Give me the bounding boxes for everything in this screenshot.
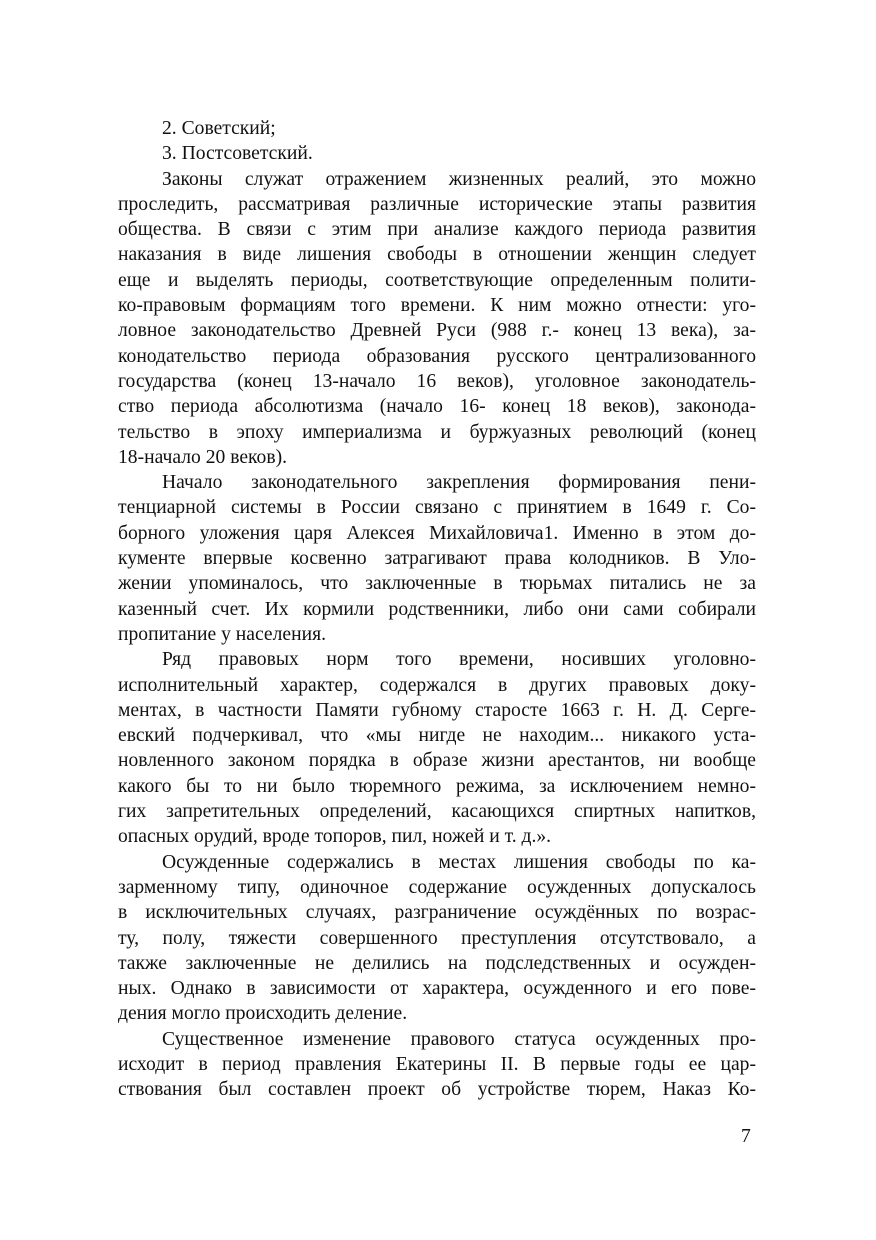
paragraph-line: Законы служат отражением жизненных реалий, это можно — [162, 168, 756, 190]
paragraph-line: борного уложения царя Алексея Михайловича1. Именно в этом до- — [118, 522, 756, 544]
paragraph-laws-reflection — [118, 167, 756, 471]
paragraph-line: ствования был составлен проект об устройстве тюрем, Наказ Ко- — [118, 1079, 756, 1101]
paragraph-line: пропитание у населения. — [118, 623, 326, 645]
page-number: 7 — [741, 1126, 751, 1147]
paragraph-line: ко-правовым формациям того времени. К ним можно отнести: уго- — [118, 295, 756, 317]
paragraph-line: кументе впервые косвенно затрагивают права колодников. В Уло- — [118, 548, 756, 570]
paragraph-line: евский подчеркивал, что «мы нигде не находим... никакого уста- — [118, 725, 756, 747]
paragraph-line: ментах, в частности Памяти губному старосте 1663 г. Н. Д. Серге- — [118, 699, 756, 721]
paragraph-line: ту, полу, тяжести совершенного преступления отсутствовало, а — [118, 927, 756, 949]
paragraph-line: Существенное изменение правового статуса осужденных про- — [162, 1028, 756, 1050]
paragraph-line: проследить, рассматривая различные исторические этапы развития — [118, 193, 756, 215]
paragraph-line: тельство в эпоху империализма и буржуазных революций (конец — [118, 421, 756, 443]
list-item-soviet: 2. Советский; — [162, 118, 276, 139]
paragraph-line: Ряд правовых норм того времени, носивших уголовно- — [162, 649, 756, 671]
paragraph-line: также заключенные не делились на подследственных и осужден- — [118, 952, 756, 974]
paragraph-line: исходит в период правления Екатерины II. В первые годы ее цар- — [118, 1053, 756, 1075]
paragraph-detention-conditions — [118, 850, 756, 1027]
paragraph-line: жении упоминалось, что заключенные в тюрьмах питались не за — [118, 573, 756, 595]
paragraph-line: тенциарной системы в России связано с принятием в 1649 г. Со- — [118, 497, 756, 519]
paragraph-line: зарменному типу, одиночное содержание осужденных допускалось — [118, 876, 756, 898]
paragraph-line: ство периода абсолютизма (начало 16- конец 18 веков), законода- — [118, 396, 756, 418]
paragraph-line: какого бы то ни было тюремного режима, за исключением немно- — [118, 775, 756, 797]
paragraph-line: ловное законодательство Древней Руси (988 г.- конец 13 века), за- — [118, 320, 756, 342]
paragraph-line: Начало законодательного закрепления формирования пени- — [162, 472, 756, 494]
paragraph-line: казенный счет. Их кормили родственники, либо они сами собирали — [118, 598, 756, 620]
paragraph-legal-norms — [118, 647, 756, 849]
paragraph-line: государства (конец 13-начало 16 веков), уголовное законодатель- — [118, 370, 756, 392]
paragraph-line: ных. Однако в зависимости от характера, осужденного и его пове- — [118, 978, 756, 1000]
paragraph-line: гих запретительных определений, касающихся спиртных напитков, — [118, 801, 756, 823]
paragraph-line: опасных орудий, вроде топоров, пил, ножей и т. д.». — [118, 826, 552, 848]
paragraph-line: конодательство периода образования русского централизованного — [118, 345, 756, 367]
paragraph-line: общества. В связи с этим при анализе каждого периода развития — [118, 219, 756, 241]
paragraph-catherine-reforms — [118, 1027, 756, 1103]
paragraph-line: новленного законом порядка в образе жизни арестантов, ни вообще — [118, 750, 756, 772]
paragraph-line: дения могло происходить деление. — [118, 1003, 408, 1025]
list-item-post-soviet: 3. Постсоветский. — [162, 143, 313, 165]
paragraph-line: исполнительный характер, содержался в других правовых доку- — [118, 674, 756, 696]
paragraph-line: 18-начало 20 веков). — [118, 446, 288, 468]
paragraph-penitentiary-origins — [118, 470, 756, 647]
paragraph-line: наказания в виде лишения свободы в отношении женщин следует — [118, 244, 756, 266]
paragraph-line: в исключительных случаях, разграничение осуждённых по возрас- — [118, 902, 756, 924]
paragraph-line: еще и выделять периоды, соответствующие определенным полити- — [118, 269, 756, 291]
page-body — [118, 116, 756, 1103]
paragraph-line: Осужденные содержались в местах лишения свободы по ка- — [162, 851, 756, 873]
